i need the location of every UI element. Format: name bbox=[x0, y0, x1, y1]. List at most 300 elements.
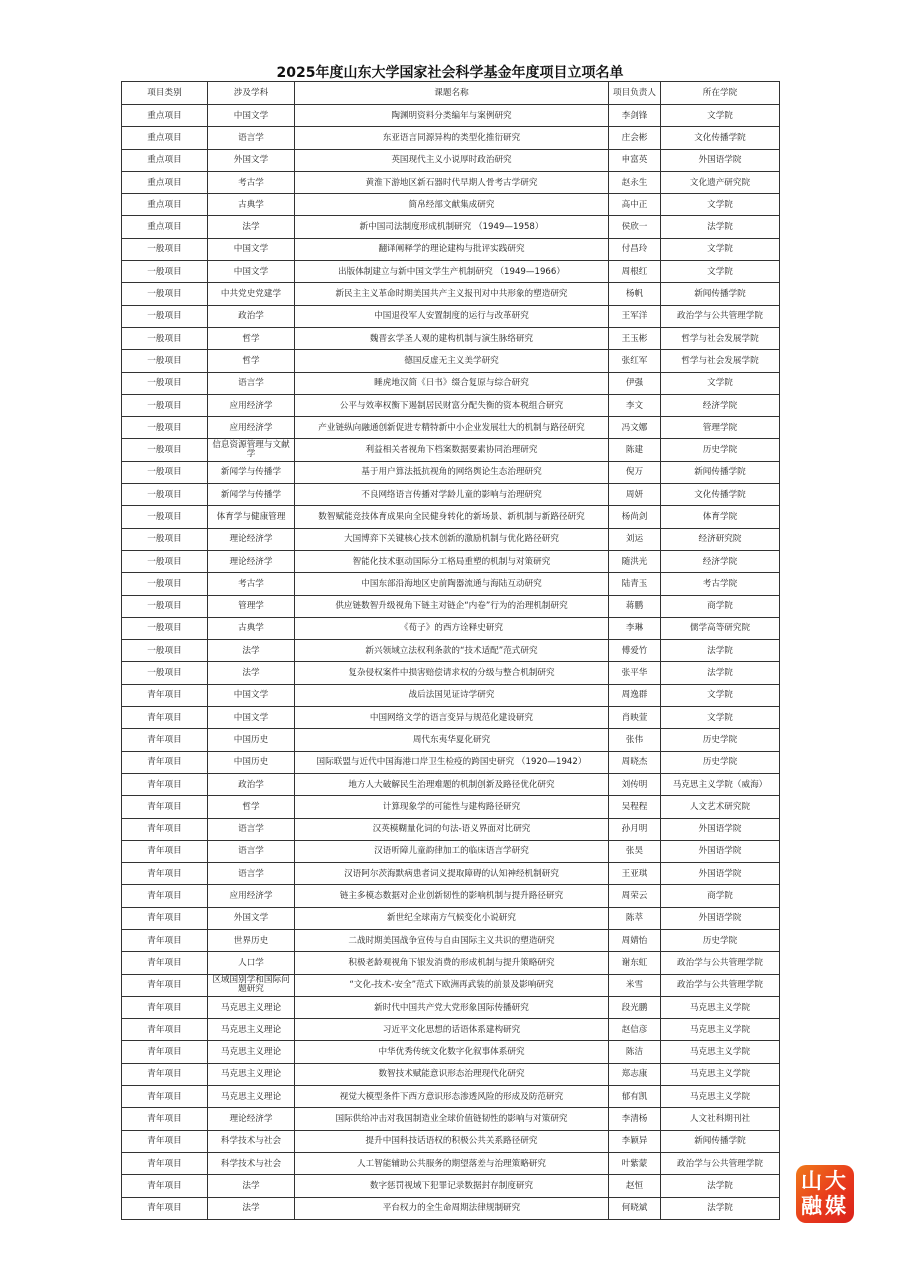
cell-topic: 数字惩罚视域下犯罪记录数据封存制度研究 bbox=[295, 1175, 609, 1197]
cell-leader: 李清杨 bbox=[609, 1108, 661, 1130]
cell-subject: 法学 bbox=[208, 662, 295, 684]
cell-topic: 德国反虚无主义美学研究 bbox=[295, 350, 609, 372]
cell-topic: 新世纪全球南方气候变化小说研究 bbox=[295, 907, 609, 929]
cell-school: 文学院 bbox=[661, 261, 780, 283]
cell-category: 一般项目 bbox=[122, 528, 208, 550]
cell-leader: 李剑锋 bbox=[609, 105, 661, 127]
cell-subject: 中国文学 bbox=[208, 707, 295, 729]
table-row bbox=[122, 1197, 780, 1219]
cell-category: 一般项目 bbox=[122, 506, 208, 528]
cell-leader: 周妍 bbox=[609, 484, 661, 506]
cell-category: 青年项目 bbox=[122, 1152, 208, 1174]
table-row bbox=[122, 929, 780, 951]
table-row bbox=[122, 840, 780, 862]
cell-leader: 吴程程 bbox=[609, 796, 661, 818]
cell-category: 一般项目 bbox=[122, 573, 208, 595]
cell-category: 一般项目 bbox=[122, 327, 208, 349]
cell-leader: 赵信彦 bbox=[609, 1019, 661, 1041]
cell-category: 青年项目 bbox=[122, 1019, 208, 1041]
cell-topic: 视觉大模型条件下西方意识形态渗透风险的形成及防范研究 bbox=[295, 1086, 609, 1108]
cell-leader: 郁有凯 bbox=[609, 1086, 661, 1108]
cell-school: 哲学与社会发展学院 bbox=[661, 350, 780, 372]
logo-char: 大 bbox=[825, 1169, 846, 1193]
table-row bbox=[122, 238, 780, 260]
cell-category: 一般项目 bbox=[122, 238, 208, 260]
cell-topic: 基于用户算法抵抗视角的网络舆论生态治理研究 bbox=[295, 461, 609, 483]
cell-subject: 世界历史 bbox=[208, 929, 295, 951]
table-row bbox=[122, 1152, 780, 1174]
table-row bbox=[122, 394, 780, 416]
cell-topic: 提升中国科技话语权的积极公共关系路径研究 bbox=[295, 1130, 609, 1152]
table-row bbox=[122, 1130, 780, 1152]
cell-category: 青年项目 bbox=[122, 1197, 208, 1219]
cell-subject: 中共党史党建学 bbox=[208, 283, 295, 305]
cell-category: 重点项目 bbox=[122, 194, 208, 216]
table-row bbox=[122, 417, 780, 439]
table-row bbox=[122, 1175, 780, 1197]
cell-topic: 供应链数智升级视角下链主对链企“内卷”行为的治理机制研究 bbox=[295, 595, 609, 617]
cell-subject: 中国文学 bbox=[208, 261, 295, 283]
header-category: 项目类别 bbox=[122, 82, 208, 105]
table-row bbox=[122, 796, 780, 818]
cell-leader: 周逸群 bbox=[609, 684, 661, 706]
cell-subject: 理论经济学 bbox=[208, 1108, 295, 1130]
cell-topic: 平台权力的全生命周期法律规制研究 bbox=[295, 1197, 609, 1219]
table-row bbox=[122, 640, 780, 662]
table-row bbox=[122, 1108, 780, 1130]
table-row bbox=[122, 684, 780, 706]
cell-subject: 语言学 bbox=[208, 127, 295, 149]
cell-category: 一般项目 bbox=[122, 261, 208, 283]
cell-school: 文化遗产研究院 bbox=[661, 171, 780, 193]
cell-school: 政治学与公共管理学院 bbox=[661, 305, 780, 327]
cell-school: 外国语学院 bbox=[661, 863, 780, 885]
cell-category: 重点项目 bbox=[122, 105, 208, 127]
cell-school: 外国语学院 bbox=[661, 840, 780, 862]
cell-topic: 大国博弈下关键核心技术创新的激励机制与优化路径研究 bbox=[295, 528, 609, 550]
cell-topic: 新中国司法制度形成机制研究 （1949—1958） bbox=[295, 216, 609, 238]
table-row bbox=[122, 1019, 780, 1041]
page-title: 2025年度山东大学国家社会科学基金年度项目立项名单 bbox=[276, 65, 624, 81]
cell-school: 政治学与公共管理学院 bbox=[661, 952, 780, 974]
cell-school: 历史学院 bbox=[661, 751, 780, 773]
cell-leader: 李颖异 bbox=[609, 1130, 661, 1152]
cell-subject: 法学 bbox=[208, 640, 295, 662]
cell-school: 马克思主义学院 bbox=[661, 1019, 780, 1041]
cell-leader: 侯欣一 bbox=[609, 216, 661, 238]
cell-category: 一般项目 bbox=[122, 417, 208, 439]
cell-topic: 中华优秀传统文化数字化叙事体系研究 bbox=[295, 1041, 609, 1063]
logo-char: 融 bbox=[801, 1194, 822, 1218]
cell-category: 青年项目 bbox=[122, 1130, 208, 1152]
cell-leader: 高中正 bbox=[609, 194, 661, 216]
cell-topic: 数智赋能竞技体育成果向全民健身转化的新场景、新机制与新路径研究 bbox=[295, 506, 609, 528]
cell-category: 青年项目 bbox=[122, 952, 208, 974]
cell-category: 重点项目 bbox=[122, 171, 208, 193]
header-subject: 涉及学科 bbox=[208, 82, 295, 105]
cell-leader: 伊强 bbox=[609, 372, 661, 394]
cell-category: 一般项目 bbox=[122, 439, 208, 461]
cell-leader: 郑志康 bbox=[609, 1063, 661, 1085]
cell-topic: 地方人大破解民生治理难题的机制创新及路径优化研究 bbox=[295, 773, 609, 795]
cell-leader: 张红军 bbox=[609, 350, 661, 372]
cell-topic: 不良网络语言传播对学龄儿童的影响与治理研究 bbox=[295, 484, 609, 506]
cell-school: 法学院 bbox=[661, 662, 780, 684]
cell-leader: 周荣云 bbox=[609, 885, 661, 907]
cell-school: 马克思主义学院 bbox=[661, 1063, 780, 1085]
cell-school: 新闻传播学院 bbox=[661, 461, 780, 483]
cell-subject: 外国文学 bbox=[208, 149, 295, 171]
table-row bbox=[122, 573, 780, 595]
cell-school: 政治学与公共管理学院 bbox=[661, 1152, 780, 1174]
table-row bbox=[122, 127, 780, 149]
table-header-row bbox=[122, 82, 780, 105]
table-row bbox=[122, 506, 780, 528]
table-row bbox=[122, 305, 780, 327]
table-row bbox=[122, 194, 780, 216]
cell-leader: 周晓杰 bbox=[609, 751, 661, 773]
cell-leader: 付昌玲 bbox=[609, 238, 661, 260]
cell-category: 重点项目 bbox=[122, 216, 208, 238]
shanda-media-logo bbox=[796, 1165, 854, 1223]
cell-category: 重点项目 bbox=[122, 149, 208, 171]
cell-category: 青年项目 bbox=[122, 863, 208, 885]
table-row bbox=[122, 1063, 780, 1085]
cell-category: 青年项目 bbox=[122, 840, 208, 862]
table-row bbox=[122, 863, 780, 885]
cell-category: 青年项目 bbox=[122, 773, 208, 795]
cell-leader: 张伟 bbox=[609, 729, 661, 751]
cell-category: 青年项目 bbox=[122, 885, 208, 907]
cell-school: 外国语学院 bbox=[661, 907, 780, 929]
cell-category: 一般项目 bbox=[122, 305, 208, 327]
cell-leader: 杨尚剑 bbox=[609, 506, 661, 528]
cell-category: 一般项目 bbox=[122, 461, 208, 483]
cell-leader: 杨帆 bbox=[609, 283, 661, 305]
cell-topic: 汉语听障儿童韵律加工的临床语言学研究 bbox=[295, 840, 609, 862]
cell-subject: 马克思主义理论 bbox=[208, 1019, 295, 1041]
cell-category: 青年项目 bbox=[122, 729, 208, 751]
cell-category: 一般项目 bbox=[122, 550, 208, 572]
cell-topic: 周代东夷华夏化研究 bbox=[295, 729, 609, 751]
cell-topic: 数智技术赋能意识形态治理现代化研究 bbox=[295, 1063, 609, 1085]
table-row bbox=[122, 439, 780, 461]
cell-category: 一般项目 bbox=[122, 283, 208, 305]
table-row bbox=[122, 105, 780, 127]
cell-subject: 古典学 bbox=[208, 617, 295, 639]
table-row bbox=[122, 149, 780, 171]
cell-leader: 谢东虹 bbox=[609, 952, 661, 974]
cell-subject: 政治学 bbox=[208, 773, 295, 795]
cell-leader: 段光鹏 bbox=[609, 996, 661, 1018]
table-row bbox=[122, 885, 780, 907]
cell-subject: 马克思主义理论 bbox=[208, 1063, 295, 1085]
cell-topic: 翻译阐释学的理论建构与批评实践研究 bbox=[295, 238, 609, 260]
table-row bbox=[122, 996, 780, 1018]
cell-subject: 中国文学 bbox=[208, 684, 295, 706]
cell-category: 青年项目 bbox=[122, 1108, 208, 1130]
cell-leader: 李琳 bbox=[609, 617, 661, 639]
cell-category: 一般项目 bbox=[122, 617, 208, 639]
cell-school: 外国语学院 bbox=[661, 149, 780, 171]
cell-school: 考古学院 bbox=[661, 573, 780, 595]
cell-topic: 复杂侵权案件中损害赔偿请求权的分级与整合机制研究 bbox=[295, 662, 609, 684]
header-school: 所在学院 bbox=[661, 82, 780, 105]
cell-leader: 冯文娜 bbox=[609, 417, 661, 439]
cell-leader: 赵永生 bbox=[609, 171, 661, 193]
cell-leader: 陈洁 bbox=[609, 1041, 661, 1063]
cell-category: 青年项目 bbox=[122, 929, 208, 951]
cell-topic: 链主多模态数据对企业创新韧性的影响机制与提升路径研究 bbox=[295, 885, 609, 907]
table-row bbox=[122, 1086, 780, 1108]
cell-school: 经济研究院 bbox=[661, 528, 780, 550]
cell-category: 青年项目 bbox=[122, 796, 208, 818]
cell-subject: 中国文学 bbox=[208, 238, 295, 260]
table-row bbox=[122, 350, 780, 372]
cell-topic: 习近平文化思想的话语体系建构研究 bbox=[295, 1019, 609, 1041]
logo-char: 媒 bbox=[825, 1194, 846, 1218]
logo-char: 山 bbox=[801, 1169, 822, 1193]
cell-subject: 新闻学与传播学 bbox=[208, 484, 295, 506]
cell-school: 马克思主义学院 bbox=[661, 1086, 780, 1108]
cell-school: 马克思主义学院 bbox=[661, 996, 780, 1018]
cell-school: 文化传播学院 bbox=[661, 127, 780, 149]
cell-school: 历史学院 bbox=[661, 439, 780, 461]
cell-subject: 科学技术与社会 bbox=[208, 1152, 295, 1174]
cell-leader: 倪万 bbox=[609, 461, 661, 483]
cell-school: 文学院 bbox=[661, 372, 780, 394]
cell-subject: 哲学 bbox=[208, 796, 295, 818]
cell-subject: 政治学 bbox=[208, 305, 295, 327]
table-row bbox=[122, 461, 780, 483]
table-row bbox=[122, 729, 780, 751]
table-row bbox=[122, 171, 780, 193]
cell-topic: 计算现象学的可能性与建构路径研究 bbox=[295, 796, 609, 818]
cell-leader: 周婧怡 bbox=[609, 929, 661, 951]
cell-school: 商学院 bbox=[661, 885, 780, 907]
cell-subject: 中国文学 bbox=[208, 105, 295, 127]
cell-subject: 管理学 bbox=[208, 595, 295, 617]
cell-category: 青年项目 bbox=[122, 751, 208, 773]
cell-school: 外国语学院 bbox=[661, 818, 780, 840]
cell-topic: 英国现代主义小说厚时政治研究 bbox=[295, 149, 609, 171]
cell-leader: 陈萃 bbox=[609, 907, 661, 929]
table-row bbox=[122, 974, 780, 996]
cell-school: 文学院 bbox=[661, 684, 780, 706]
cell-category: 一般项目 bbox=[122, 394, 208, 416]
cell-leader: 孙月明 bbox=[609, 818, 661, 840]
table-row bbox=[122, 550, 780, 572]
cell-leader: 王玉彬 bbox=[609, 327, 661, 349]
cell-category: 青年项目 bbox=[122, 684, 208, 706]
cell-topic: 产业链纵向融通创新促进专精特新中小企业发展壮大的机制与路径研究 bbox=[295, 417, 609, 439]
cell-subject: 应用经济学 bbox=[208, 417, 295, 439]
cell-school: 儒学高等研究院 bbox=[661, 617, 780, 639]
cell-subject: 语言学 bbox=[208, 372, 295, 394]
cell-topic: 中国东部沿海地区史前陶器流通与海陆互动研究 bbox=[295, 573, 609, 595]
cell-topic: 陶渊明资料分类编年与案例研究 bbox=[295, 105, 609, 127]
cell-category: 一般项目 bbox=[122, 350, 208, 372]
table-row bbox=[122, 952, 780, 974]
table-row bbox=[122, 484, 780, 506]
cell-subject: 外国文学 bbox=[208, 907, 295, 929]
table-row bbox=[122, 372, 780, 394]
cell-subject: 理论经济学 bbox=[208, 550, 295, 572]
table-row bbox=[122, 327, 780, 349]
cell-school: 文学院 bbox=[661, 238, 780, 260]
cell-topic: 中国退役军人安置制度的运行与改革研究 bbox=[295, 305, 609, 327]
table-row bbox=[122, 261, 780, 283]
cell-school: 法学院 bbox=[661, 1175, 780, 1197]
cell-topic: 公平与效率权衡下遏制居民财富分配失衡的资本税组合研究 bbox=[295, 394, 609, 416]
cell-topic: 智能化技术驱动国际分工格局重塑的机制与对策研究 bbox=[295, 550, 609, 572]
cell-topic: 出版体制建立与新中国文学生产机制研究 （1949—1966） bbox=[295, 261, 609, 283]
cell-subject: 信息资源管理与文献学 bbox=[208, 439, 295, 461]
cell-subject: 语言学 bbox=[208, 840, 295, 862]
table-row bbox=[122, 1041, 780, 1063]
cell-category: 青年项目 bbox=[122, 996, 208, 1018]
cell-school: 商学院 bbox=[661, 595, 780, 617]
cell-topic: 汉英模糊量化词的句法-语义界面对比研究 bbox=[295, 818, 609, 840]
cell-category: 一般项目 bbox=[122, 595, 208, 617]
cell-subject: 考古学 bbox=[208, 573, 295, 595]
cell-school: 马克思主义学院 bbox=[661, 1041, 780, 1063]
cell-subject: 考古学 bbox=[208, 171, 295, 193]
cell-subject: 中国历史 bbox=[208, 729, 295, 751]
cell-school: 历史学院 bbox=[661, 929, 780, 951]
cell-school: 法学院 bbox=[661, 216, 780, 238]
cell-school: 文化传播学院 bbox=[661, 484, 780, 506]
project-table bbox=[121, 81, 780, 1220]
cell-leader: 刘传明 bbox=[609, 773, 661, 795]
cell-leader: 庄会彬 bbox=[609, 127, 661, 149]
cell-topic: “文化-技术-安全”范式下欧洲再武装的前景及影响研究 bbox=[295, 974, 609, 996]
table-row bbox=[122, 773, 780, 795]
cell-category: 青年项目 bbox=[122, 1063, 208, 1085]
table-row bbox=[122, 528, 780, 550]
cell-school: 哲学与社会发展学院 bbox=[661, 327, 780, 349]
cell-school: 新闻传播学院 bbox=[661, 1130, 780, 1152]
cell-subject: 马克思主义理论 bbox=[208, 996, 295, 1018]
cell-leader: 陈建 bbox=[609, 439, 661, 461]
cell-leader: 周根红 bbox=[609, 261, 661, 283]
cell-school: 文学院 bbox=[661, 194, 780, 216]
cell-school: 马克思主义学院（威海） bbox=[661, 773, 780, 795]
table-row bbox=[122, 751, 780, 773]
cell-subject: 语言学 bbox=[208, 863, 295, 885]
cell-leader: 王军洋 bbox=[609, 305, 661, 327]
cell-category: 一般项目 bbox=[122, 640, 208, 662]
cell-leader: 陆青玉 bbox=[609, 573, 661, 595]
table-row bbox=[122, 595, 780, 617]
table-row bbox=[122, 707, 780, 729]
cell-topic: 新时代中国共产党大党形象国际传播研究 bbox=[295, 996, 609, 1018]
cell-topic: 魏晋玄学圣人观的建构机制与演生脉络研究 bbox=[295, 327, 609, 349]
cell-school: 新闻传播学院 bbox=[661, 283, 780, 305]
cell-leader: 蒋鹏 bbox=[609, 595, 661, 617]
cell-topic: 国际联盟与近代中国海港口岸卫生检疫的跨国史研究 （1920—1942） bbox=[295, 751, 609, 773]
cell-subject: 法学 bbox=[208, 1175, 295, 1197]
cell-topic: 新民主主义革命时期美国共产主义报刊对中共形象的塑造研究 bbox=[295, 283, 609, 305]
cell-leader: 傅爱竹 bbox=[609, 640, 661, 662]
cell-subject: 体育学与健康管理 bbox=[208, 506, 295, 528]
cell-category: 重点项目 bbox=[122, 127, 208, 149]
cell-leader: 何晓斌 bbox=[609, 1197, 661, 1219]
cell-subject: 哲学 bbox=[208, 350, 295, 372]
cell-subject: 马克思主义理论 bbox=[208, 1041, 295, 1063]
cell-leader: 米雪 bbox=[609, 974, 661, 996]
cell-category: 一般项目 bbox=[122, 484, 208, 506]
cell-topic: 东亚语言同源异构的类型化推衍研究 bbox=[295, 127, 609, 149]
cell-leader: 赵恒 bbox=[609, 1175, 661, 1197]
header-leader: 项目负责人 bbox=[609, 82, 661, 105]
cell-category: 青年项目 bbox=[122, 1175, 208, 1197]
cell-subject: 新闻学与传播学 bbox=[208, 461, 295, 483]
cell-school: 法学院 bbox=[661, 640, 780, 662]
cell-subject: 中国历史 bbox=[208, 751, 295, 773]
cell-topic: 利益相关者视角下档案数据要素协同治理研究 bbox=[295, 439, 609, 461]
cell-school: 法学院 bbox=[661, 1197, 780, 1219]
cell-category: 青年项目 bbox=[122, 907, 208, 929]
cell-leader: 肖映萱 bbox=[609, 707, 661, 729]
cell-topic: 人工智能辅助公共服务的期望落差与治理策略研究 bbox=[295, 1152, 609, 1174]
cell-subject: 古典学 bbox=[208, 194, 295, 216]
cell-category: 青年项目 bbox=[122, 974, 208, 996]
cell-subject: 理论经济学 bbox=[208, 528, 295, 550]
cell-topic: 新兴领域立法权利条款的“技术适配”范式研究 bbox=[295, 640, 609, 662]
cell-category: 青年项目 bbox=[122, 1086, 208, 1108]
cell-topic: 黄淮下游地区新石器时代早期人骨考古学研究 bbox=[295, 171, 609, 193]
cell-leader: 王亚琪 bbox=[609, 863, 661, 885]
table-row bbox=[122, 818, 780, 840]
table-row bbox=[122, 907, 780, 929]
cell-school: 体育学院 bbox=[661, 506, 780, 528]
cell-subject: 区域国别学和国际问题研究 bbox=[208, 974, 295, 996]
header-topic: 课题名称 bbox=[295, 82, 609, 105]
cell-school: 人文艺术研究院 bbox=[661, 796, 780, 818]
cell-leader: 张平华 bbox=[609, 662, 661, 684]
cell-school: 政治学与公共管理学院 bbox=[661, 974, 780, 996]
cell-leader: 叶紫蒙 bbox=[609, 1152, 661, 1174]
cell-school: 文学院 bbox=[661, 707, 780, 729]
cell-subject: 马克思主义理论 bbox=[208, 1086, 295, 1108]
cell-school: 管理学院 bbox=[661, 417, 780, 439]
cell-category: 一般项目 bbox=[122, 372, 208, 394]
cell-leader: 随洪光 bbox=[609, 550, 661, 572]
cell-subject: 法学 bbox=[208, 216, 295, 238]
cell-topic: 积极老龄观视角下银发消费的形成机制与提升策略研究 bbox=[295, 952, 609, 974]
cell-topic: 汉语阿尔茨海默病患者词义提取障碍的认知神经机制研究 bbox=[295, 863, 609, 885]
cell-subject: 语言学 bbox=[208, 818, 295, 840]
cell-topic: 《荀子》的西方诠释史研究 bbox=[295, 617, 609, 639]
cell-topic: 国际供给冲击对我国制造业全球价值链韧性的影响与对策研究 bbox=[295, 1108, 609, 1130]
cell-subject: 法学 bbox=[208, 1197, 295, 1219]
cell-leader: 李文 bbox=[609, 394, 661, 416]
table-row bbox=[122, 216, 780, 238]
cell-topic: 战后法国见证诗学研究 bbox=[295, 684, 609, 706]
table-row bbox=[122, 662, 780, 684]
cell-subject: 应用经济学 bbox=[208, 394, 295, 416]
cell-subject: 人口学 bbox=[208, 952, 295, 974]
cell-leader: 张昊 bbox=[609, 840, 661, 862]
cell-school: 历史学院 bbox=[661, 729, 780, 751]
cell-leader: 刘运 bbox=[609, 528, 661, 550]
cell-subject: 应用经济学 bbox=[208, 885, 295, 907]
cell-category: 青年项目 bbox=[122, 818, 208, 840]
cell-topic: 二战时期美国战争宣传与自由国际主义共识的塑造研究 bbox=[295, 929, 609, 951]
cell-category: 一般项目 bbox=[122, 662, 208, 684]
cell-topic: 简帛经部文献集成研究 bbox=[295, 194, 609, 216]
